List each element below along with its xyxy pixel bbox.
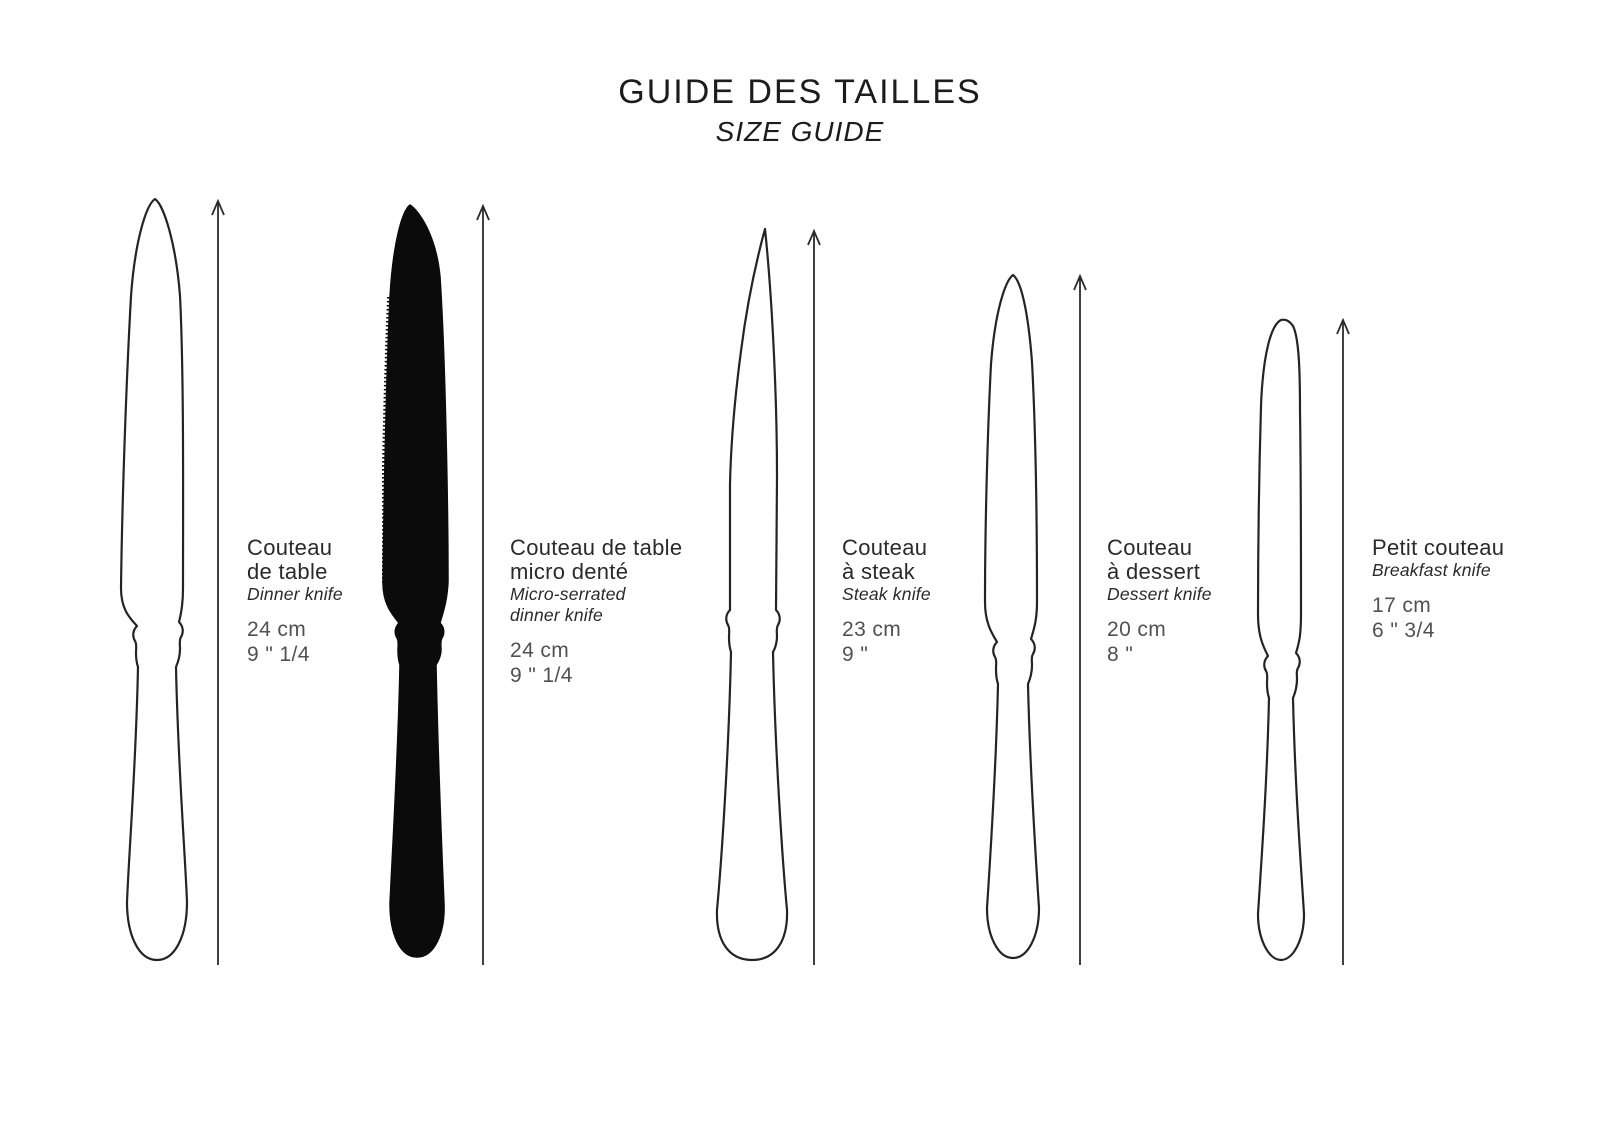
knife-size-cm: 24 cm [510, 639, 570, 662]
page-subtitle: SIZE GUIDE [715, 116, 885, 147]
dinner-knife-icon [118, 196, 196, 964]
knife-label-breakfast [1372, 536, 1582, 643]
knife-size-inches: 9 " [842, 643, 869, 666]
knife-name-fr: de table [247, 559, 328, 584]
height-arrow-icon [1071, 274, 1089, 966]
knife-size-inches: 6 " 3/4 [1372, 619, 1435, 642]
knife-name-en: Breakfast knife [1372, 560, 1491, 580]
knife-name-fr: Couteau [842, 535, 928, 560]
knife-name-fr: à steak [842, 559, 916, 584]
knife-name-fr: Couteau [1107, 535, 1193, 560]
knife-name-fr: micro denté [510, 559, 629, 584]
page-header [0, 72, 1600, 149]
knife-size-inches: 9 " 1/4 [247, 643, 310, 666]
page-title: GUIDE DES TAILLES [618, 73, 982, 111]
knife-name-en: dinner knife [510, 605, 603, 625]
knife-name-fr: Couteau [247, 535, 333, 560]
knife-name-en: Dessert knife [1107, 584, 1212, 604]
breakfast-knife-icon [1249, 316, 1313, 962]
knife-label-micro-serrated [510, 536, 720, 688]
height-arrow-icon [209, 199, 227, 966]
dessert-knife-icon [979, 272, 1047, 962]
steak-knife-icon [710, 226, 794, 962]
knife-size-inches: 8 " [1107, 643, 1134, 666]
knife-size-inches: 9 " 1/4 [510, 664, 573, 687]
height-arrow-icon [1334, 318, 1352, 966]
height-arrow-icon [805, 229, 823, 966]
knife-size-cm: 17 cm [1372, 594, 1432, 617]
micro-serrated-dinner-knife-icon [382, 202, 452, 962]
knife-name-en: Dinner knife [247, 584, 343, 604]
knife-sizes [510, 638, 720, 688]
knife-name-fr: Couteau de table [510, 535, 683, 560]
knife-name-en: Micro-serrated [510, 584, 626, 604]
knife-sizes [1372, 593, 1582, 643]
knife-name-fr: à dessert [1107, 559, 1201, 584]
knife-name-fr: Petit couteau [1372, 535, 1505, 560]
knife-size-cm: 24 cm [247, 618, 307, 641]
height-arrow-icon [474, 204, 492, 966]
knife-size-cm: 20 cm [1107, 618, 1167, 641]
knife-name-en: Steak knife [842, 584, 931, 604]
knife-size-cm: 23 cm [842, 618, 902, 641]
